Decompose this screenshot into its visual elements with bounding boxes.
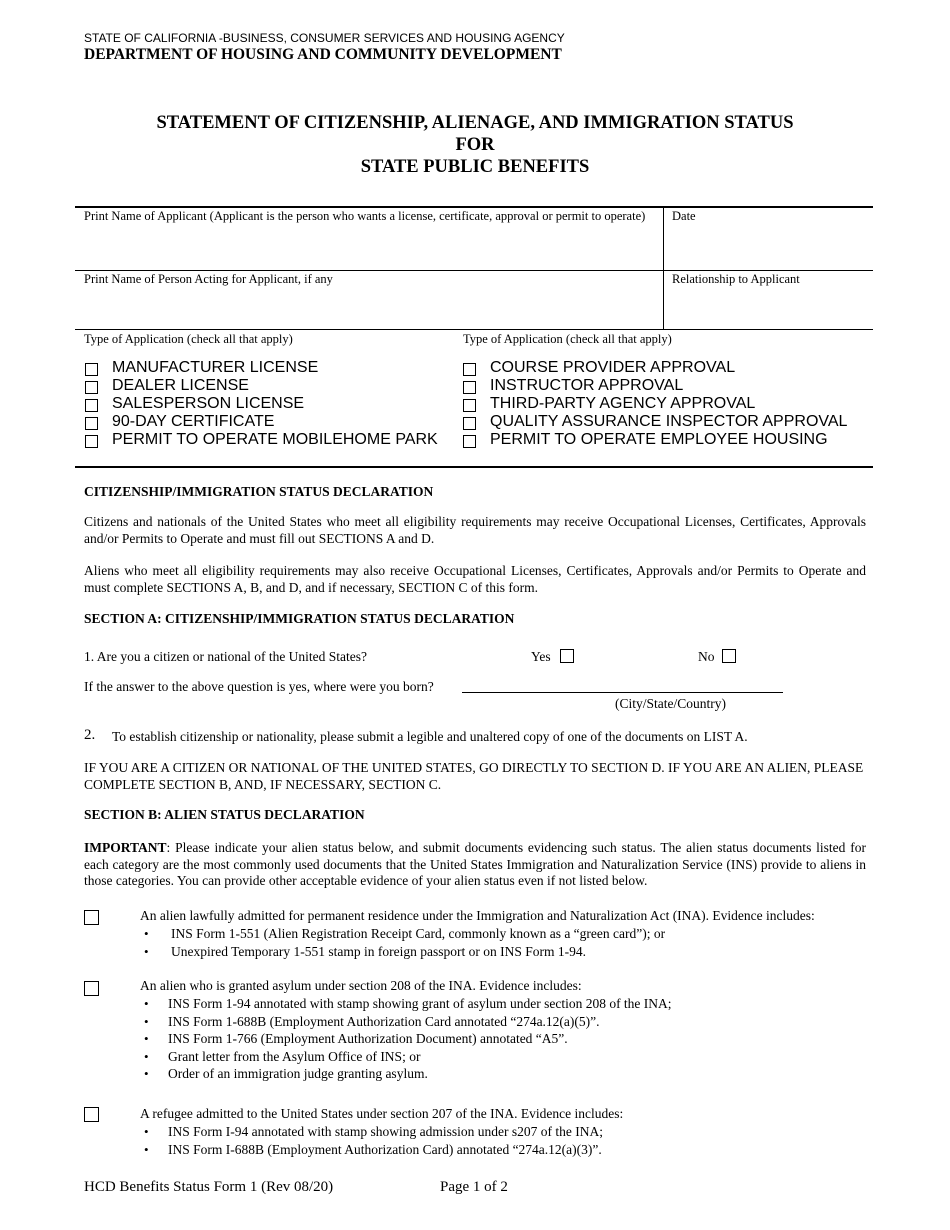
form-title-line1: STATEMENT OF CITIZENSHIP, ALIENAGE, AND IMMIGRATION STATUS: [156, 113, 794, 133]
application-type-item: PERMIT TO OPERATE EMPLOYEE HOUSING: [490, 431, 828, 448]
department-name: DEPARTMENT OF HOUSING AND COMMUNITY DEVELOPMENT: [84, 46, 562, 63]
declaration-heading: CITIZENSHIP/IMMIGRATION STATUS DECLARATION: [84, 484, 434, 499]
declaration-paragraph-citizens: Citizens and nationals of the United States who meet all eligibility requirements may receive Occupational Licenses, Certificates, Approvals and/or Permits to Operate and must fill out SECTIONS A and D.: [84, 514, 866, 546]
acting-person-label: Print Name of Person Acting for Applicant, if any: [84, 272, 333, 286]
application-type-item: QUALITY ASSURANCE INSPECTOR APPROVAL: [490, 413, 848, 430]
application-type-left-label: Type of Application (check all that apply): [84, 332, 293, 346]
section-b-heading: SECTION B: ALIEN STATUS DECLARATION: [84, 807, 365, 822]
date-field[interactable]: [672, 232, 862, 262]
checkbox-permit-employee-housing[interactable]: [463, 435, 476, 448]
important-notice: [84, 840, 866, 890]
table-top-border: [75, 206, 873, 208]
agency-name: STATE OF CALIFORNIA -BUSINESS, CONSUMER SERVICES AND HOUSING AGENCY: [84, 31, 565, 45]
applicant-name-field[interactable]: [84, 232, 654, 262]
application-type-item: DEALER LICENSE: [112, 377, 249, 394]
checkbox-citizen-yes[interactable]: [560, 649, 574, 663]
question-2-text: To establish citizenship or nationality, please submit a legible and unaltered copy of one of the documents on LIST A.: [112, 729, 748, 744]
permanent-resident-evidence-list: [140, 925, 665, 960]
checkbox-course-provider-approval[interactable]: [463, 363, 476, 376]
checkbox-90-day-certificate[interactable]: [85, 417, 98, 430]
checkbox-permit-mobilehome-park[interactable]: [85, 435, 98, 448]
permanent-resident-text: An alien lawfully admitted for permanent residence under the Immigration and Naturalization Act (INA). Evidence includes:: [140, 908, 815, 923]
asylum-text: An alien who is granted asylum under section 208 of the INA. Evidence includes:: [140, 978, 582, 993]
yes-label: Yes: [531, 649, 551, 664]
declaration-paragraph-aliens: Aliens who meet all eligibility requirements may also receive Occupational Licenses, Certificates, Approvals and/or Permits to Operate and must complete SECTIONS A, B, and D, and if necessary, SECTION C of this form.: [84, 563, 866, 595]
birthplace-caption: (City/State/Country): [615, 696, 726, 711]
relationship-field[interactable]: [672, 292, 862, 322]
important-text: : Please indicate your alien status below, and submit documents evidencing such status. The alien status documents listed for each category are the most commonly used documents that the United States Immigration and Naturalization Service (INS) provide to aliens in those categories. You can provide other acceptable evidence of your alien status even if not listed below.: [84, 840, 866, 888]
relationship-label: Relationship to Applicant: [672, 272, 800, 286]
list-item: • INS Form I-688B (Employment Authorization Card) annotated “274a.12(a)(3)”.: [140, 1141, 603, 1159]
checkbox-citizen-no[interactable]: [722, 649, 736, 663]
list-item: • INS Form 1-766 (Employment Authorization Document) annotated “A5”.: [140, 1030, 672, 1048]
birthplace-question: If the answer to the above question is yes, where were you born?: [84, 679, 434, 694]
checkbox-manufacturer-license[interactable]: [85, 363, 98, 376]
date-label: Date: [672, 209, 696, 223]
application-type-right-label: Type of Application (check all that apply): [463, 332, 672, 346]
applicant-name-label: Print Name of Applicant (Applicant is the person who wants a license, certificate, approval or permit to operate): [84, 209, 646, 223]
list-item: • Grant letter from the Asylum Office of INS; or: [140, 1048, 672, 1066]
table-column-divider: [663, 207, 664, 330]
list-item: • INS Form 1-688B (Employment Authorization Card annotated “274a.12(a)(5)”.: [140, 1013, 672, 1031]
section-a-heading: SECTION A: CITIZENSHIP/IMMIGRATION STATUS DECLARATION: [84, 611, 515, 626]
important-label: IMPORTANT: [84, 840, 167, 855]
refugee-text: A refugee admitted to the United States under section 207 of the INA. Evidence includes:: [140, 1106, 624, 1121]
form-title-line3: STATE PUBLIC BENEFITS: [360, 157, 590, 177]
application-type-item: 90-DAY CERTIFICATE: [112, 413, 275, 430]
checkbox-permanent-resident[interactable]: [84, 910, 99, 925]
form-title-line2: FOR: [455, 135, 495, 155]
table-bottom-border: [75, 466, 873, 468]
birthplace-field[interactable]: [462, 675, 783, 693]
application-type-item: MANUFACTURER LICENSE: [112, 359, 319, 376]
checkbox-dealer-license[interactable]: [85, 381, 98, 394]
application-type-item: INSTRUCTOR APPROVAL: [490, 377, 684, 394]
checkbox-instructor-approval[interactable]: [463, 381, 476, 394]
question-2-number: 2.: [84, 727, 96, 743]
section-a-instruction: IF YOU ARE A CITIZEN OR NATIONAL OF THE UNITED STATES, GO DIRECTLY TO SECTION D. IF YOU ARE AN ALIEN, PLEASE COMPLETE SECTION B, AND, IF NECESSARY, SECTION C.: [84, 760, 864, 792]
application-type-item: PERMIT TO OPERATE MOBILEHOME PARK: [112, 431, 438, 448]
list-item: • INS Form 1-94 annotated with stamp showing grant of asylum under section 208 of the INA;: [140, 995, 672, 1013]
list-item: • Unexpired Temporary 1-551 stamp in foreign passport or on INS Form 1-94.: [140, 943, 665, 961]
checkbox-salesperson-license[interactable]: [85, 399, 98, 412]
checkbox-third-party-agency-approval[interactable]: [463, 399, 476, 412]
footer-page-number: Page 1 of 2: [440, 1179, 508, 1195]
footer-form-id: HCD Benefits Status Form 1 (Rev 08/20): [84, 1179, 334, 1195]
table-row-divider: [75, 270, 873, 271]
list-item: • INS Form I-94 annotated with stamp showing admission under s207 of the INA;: [140, 1123, 603, 1141]
application-type-item: COURSE PROVIDER APPROVAL: [490, 359, 736, 376]
checkbox-qa-inspector-approval[interactable]: [463, 417, 476, 430]
refugee-evidence-list: [140, 1123, 603, 1158]
checkbox-asylum[interactable]: [84, 981, 99, 996]
application-type-item: SALESPERSON LICENSE: [112, 395, 305, 412]
checkbox-refugee[interactable]: [84, 1107, 99, 1122]
acting-person-field[interactable]: [84, 292, 654, 322]
asylum-evidence-list: [140, 995, 672, 1083]
list-item: • Order of an immigration judge granting asylum.: [140, 1065, 672, 1083]
no-label: No: [698, 649, 715, 664]
citizen-question: 1. Are you a citizen or national of the United States?: [84, 649, 368, 664]
table-row-divider: [75, 329, 873, 330]
application-type-item: THIRD-PARTY AGENCY APPROVAL: [490, 395, 756, 412]
list-item: • INS Form 1-551 (Alien Registration Receipt Card, commonly known as a “green card”); or: [140, 925, 665, 943]
